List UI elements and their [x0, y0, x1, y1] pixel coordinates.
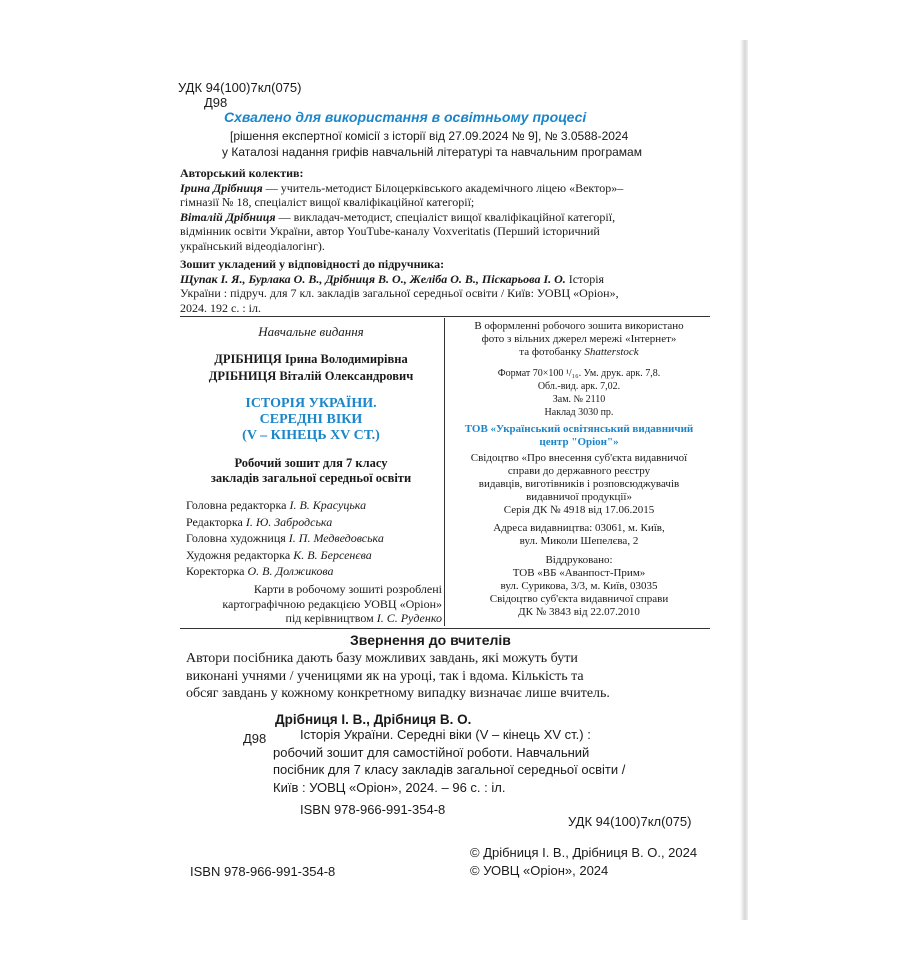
textbook-line-3: 2024. 192 с. : іл. — [180, 300, 261, 315]
book-subtitle-2: закладів загальної середньої освіти — [210, 471, 412, 485]
bbk-code: Д98 — [204, 95, 228, 110]
author-1-name: Ірина Дрібниця — [180, 180, 263, 195]
teacher-appeal-body — [186, 650, 720, 703]
maps-note-line-1: Карти в робочому зошиті розроблені — [253, 582, 442, 596]
book-subtitle-1: Робочий зошит для 7 класу — [234, 456, 388, 470]
printer-address: вул. Сурикова, 3/3, м. Київ, 03035 — [500, 580, 658, 592]
photo-credit-line-3: та фотобанку — [519, 346, 585, 358]
print-format: Формат 70×100 ¹/₁₆. Ум. друк. арк. 7,8. — [497, 368, 661, 379]
photo-credit-line-2: фото з вільних джерел мережі «Інтернет» — [481, 333, 677, 345]
teacher-appeal-line-3: обсяг завдань у кожному конкретному випадку визначає лише вчитель. — [186, 686, 610, 701]
author-2-line-2: відмінник освіти України, автор YouTube-каналу Voxveritatis (Перший історичний — [180, 224, 600, 238]
certificate-line-2: справи до державного реєстру — [507, 465, 651, 477]
staff-row — [186, 547, 442, 564]
maps-note — [186, 582, 442, 626]
footer-isbn: ISBN 978-966-991-354-8 — [190, 864, 336, 879]
teacher-appeal-line-1: Автори посібника дають базу можливих завдань, які можуть бути — [186, 651, 578, 666]
textbook-authors: Щупак І. Я., Бурлака О. В., Дрібниця В. О., Желіба О. В., Піскарьова І. О. — [180, 271, 566, 286]
column-divider — [444, 318, 445, 626]
author-2-line-3: український відеодіалогінг). — [180, 238, 325, 253]
staff-list — [186, 497, 442, 580]
certificate-line-1: Свідоцтво «Про внесення суб'єкта видавничої — [470, 452, 688, 464]
textbook-line-1-tail: Історія — [565, 271, 605, 286]
authors-block — [180, 166, 716, 315]
catalog-line-4: Київ : УОВЦ «Оріон», 2024. – 96 с. : іл. — [273, 779, 506, 795]
maps-note-editor: І. С. Руденко — [376, 611, 442, 625]
copyright-authors: © Дрібниця І. В., Дрібниця В. О., 2024 — [470, 845, 698, 860]
staff-row — [186, 514, 442, 531]
printed-by-label: Віддруковано: — [545, 554, 613, 566]
staff-row — [186, 530, 442, 547]
certificate-series: Серія ДК № 4918 від 17.06.2015 — [503, 504, 655, 516]
publisher-address-1: Адреса видавництва: 03061, м. Київ, — [493, 522, 665, 534]
printer-name: ТОВ «ВБ «Аванпост-Прим» — [512, 567, 646, 579]
approved-line-2: у Каталозі надання грифів навчальній літературі та навчальним програмам — [222, 145, 642, 159]
publisher-name-1: ТОВ «Український освітянський видавничий — [464, 423, 694, 435]
teacher-appeal-line-2: виконані учнями / ученицями як на уроці, так і вдома. Кількість та — [186, 668, 584, 684]
staff-row — [186, 563, 442, 580]
photo-credit-line-1: В оформленні робочого зошита використано — [474, 320, 684, 332]
catalog-line-1: Історія України. Середні віки (V – кінець XV ст.) : — [300, 727, 591, 742]
printer-certificate: Свідоцтво суб'єкта видавничої справи — [489, 593, 669, 605]
book-title-2: СЕРЕДНІ ВІКИ — [259, 412, 363, 427]
author-2-full: ДРІБНИЦЯ Віталій Олександрович — [208, 369, 414, 383]
publisher-name-2: центр "Оріон"» — [539, 436, 619, 448]
maps-note-line-2: картографічною редакцією УОВЦ «Оріон» — [222, 596, 442, 611]
author-1-line-2: гімназії № 18, спеціаліст вищої кваліфікаційної категорії; — [180, 195, 475, 209]
book-title-1: ІСТОРІЯ УКРАЇНИ. — [245, 396, 377, 411]
staff-role: Художня редакторка — [186, 547, 291, 562]
certificate-line-4: видавничої продукції» — [526, 491, 632, 503]
catalog-description — [273, 726, 703, 796]
print-sheets: Обл.-вид. арк. 7,02. — [537, 381, 621, 392]
maps-note-line-3: під керівництвом — [285, 611, 377, 625]
top-divider — [180, 316, 710, 317]
staff-name: К. В. Берсенєва — [293, 547, 372, 562]
author-2-line-1: — викладач-методист, спеціаліст вищої кваліфікаційної категорії, — [275, 209, 616, 224]
catalog-line-3: посібник для 7 класу закладів загальної середньої освіти / — [273, 762, 626, 777]
catalog-line-2: робочий зошит для самостійної роботи. Навчальний — [273, 744, 590, 760]
staff-name: О. В. Должикова — [247, 564, 334, 578]
staff-role: Коректорка — [186, 564, 245, 578]
approved-line-1: [рішення експертної комісії з історії від 27.09.2024 № 9], № 3.0588-2024 — [230, 129, 629, 143]
author-2-name: Віталій Дрібниця — [180, 209, 276, 224]
catalog-bbk: Д98 — [243, 731, 267, 746]
publisher-address-2: вул. Миколи Шепелєва, 2 — [519, 535, 639, 547]
author-1-line-1: — учитель-методист Білоцерківського академічного ліцею «Вектор»– — [262, 180, 624, 195]
staff-role: Головна редакторка — [186, 498, 287, 512]
staff-name: І. Ю. Забродська — [245, 514, 333, 529]
approved-title: Схвалено для використання в освітньому процесі — [224, 109, 587, 125]
authors-heading: Авторський колектив: — [180, 166, 304, 180]
catalog-authors: Дрібниця І. В., Дрібниця В. О. — [275, 712, 472, 727]
book-title-3: (V – КІНЕЦЬ XV СТ.) — [242, 428, 380, 443]
print-run: Наклад 3030 пр. — [544, 407, 614, 418]
catalog-isbn: ISBN 978-966-991-354-8 — [300, 802, 446, 817]
teacher-appeal-heading: Звернення до вчителів — [350, 632, 511, 648]
certificate-line-3: видавців, виготівників і розповсюджувачів — [478, 478, 680, 490]
right-column — [448, 320, 710, 619]
staff-name: І. П. Медведовська — [288, 531, 384, 545]
bottom-divider — [180, 628, 710, 629]
page-edge-shadow — [740, 40, 748, 920]
staff-role: Головна художниця — [186, 531, 286, 545]
author-1-full: ДРІБНИЦЯ Ірина Володимирівна — [214, 352, 408, 366]
udk-code: УДК 94(100)7кл(075) — [178, 80, 302, 95]
textbook-line-2: України : підруч. для 7 кл. закладів загальної середньої освіти / Київ: УОВЦ «Оріон», — [180, 286, 619, 300]
copyright-publisher: © УОВЦ «Оріон», 2024 — [470, 863, 609, 878]
textbook-heading: Зошит укладений у відповідності до підручника: — [180, 257, 445, 271]
printer-certificate-number: ДК № 3843 від 22.07.2010 — [518, 606, 640, 618]
catalog-udk: УДК 94(100)7кл(075) — [568, 814, 692, 829]
staff-role: Редакторка — [186, 514, 243, 529]
staff-row — [186, 497, 442, 514]
staff-name: І. В. Красуцька — [289, 498, 367, 512]
edition-type: Навчальне видання — [258, 324, 364, 339]
photo-bank-name: Shatterstock — [584, 346, 639, 358]
order-number: Зам. № 2110 — [552, 394, 606, 405]
left-column — [182, 322, 440, 486]
